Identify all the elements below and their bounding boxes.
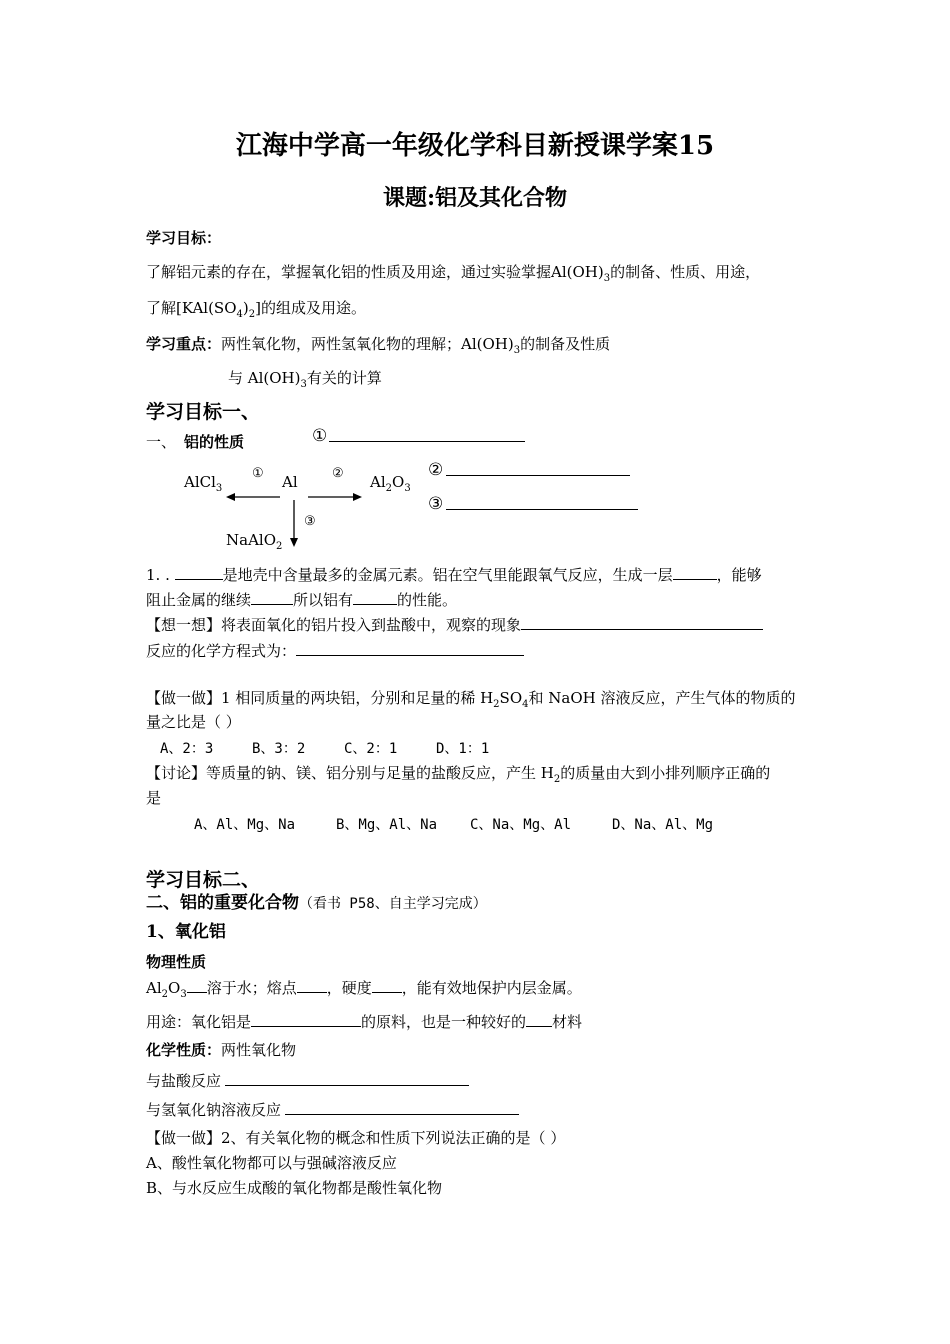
discuss-option-c[interactable]: C、Na、Mg、Al: [470, 817, 572, 833]
usage-line: 用途：氧化铝是 的原料，也是一种较好的 材料: [146, 1013, 583, 1031]
answer-blank[interactable]: [296, 640, 524, 656]
answer-blank[interactable]: [175, 564, 223, 580]
discuss-option-b[interactable]: B、Mg、Al、Na: [336, 817, 438, 833]
blank-label-2: ②: [428, 460, 444, 480]
arrow-label-1: ①: [252, 466, 264, 481]
diagram-right-compound: $Al_2O_3$: [370, 473, 411, 494]
goal2-heading: 学习目标二、: [146, 869, 261, 891]
arrow-to-alcl3-head: [226, 493, 235, 501]
answer-blank[interactable]: [297, 977, 327, 993]
diagram-center-element: Al: [282, 473, 298, 491]
base-reaction-line: 与氢氧化钠溶液反应: [146, 1099, 519, 1120]
goal1-heading: 学习目标一、: [146, 401, 261, 423]
do2-option-b[interactable]: B、与水反应生成酸的氧化物都是酸性氧化物: [146, 1179, 443, 1197]
arrow-to-al2o3-head: [353, 493, 362, 501]
arrow-to-naalo2-head: [290, 538, 298, 547]
discuss-line-2: 是: [146, 789, 162, 807]
do1-option-c[interactable]: C、2：1: [344, 741, 398, 757]
objectives-line-1: 了解铝元素的存在，掌握氧化铝的性质及用途，通过实验掌握$Al(OH)_3$的制备、性质、用途，: [146, 263, 761, 284]
arrow-label-2: ②: [332, 466, 344, 481]
goal1-section-title: 铝的性质: [184, 433, 245, 451]
question-1-line-2: 阻止金属的继续 所以铝有 的性能。: [146, 591, 458, 609]
goal2-subsection-1: 1、氧化铝: [146, 922, 226, 942]
answer-blank[interactable]: [285, 1099, 519, 1115]
do1-line-2: 量之比是（ ）: [146, 713, 241, 731]
answer-blank[interactable]: [187, 977, 207, 993]
answer-blank[interactable]: [225, 1070, 469, 1086]
answer-blank[interactable]: [521, 614, 763, 630]
page-title: 江海中学高一年级化学科目新授课学案15: [235, 131, 715, 161]
do1-option-d[interactable]: D、1：1: [436, 741, 490, 757]
think-line-2: 反应的化学方程式为：: [146, 640, 524, 661]
diagram-bottom-compound: NaAlO$_2$: [226, 531, 283, 552]
answer-blank[interactable]: [526, 1011, 552, 1027]
answer-blank[interactable]: [673, 564, 717, 580]
do1-option-b[interactable]: B、3：2: [252, 741, 306, 757]
blank-label-3: ③: [428, 494, 444, 514]
goal2-section: 二、铝的重要化合物（看书 P58、自主学习完成）: [146, 893, 487, 913]
physical-properties-line: $Al_2O_3$ 溶于水；熔点 ，硬度 ，能有效地保护内层金属。: [146, 979, 582, 1000]
discuss-line-1: 【讨论】等质量的钠、镁、铝分别与足量的盐酸反应，产生 $H_2$的质量由大到小排列顺序正确的: [146, 764, 771, 785]
discuss-option-d[interactable]: D、Na、Al、Mg: [612, 817, 714, 833]
question-1-line-1: 1. . 是地壳中含量最多的金属元素。铝在空气里能跟氧气反应，生成一层 ，能够: [146, 566, 762, 584]
answer-blank[interactable]: [251, 1011, 361, 1027]
objectives-heading: 学习目标：: [146, 229, 222, 247]
arrow-label-3: ③: [304, 514, 316, 529]
goal1-section-number: 一、: [146, 433, 177, 451]
think-line-1: 【想一想】将表面氧化的铝片投入到盐酸中，观察的现象: [146, 614, 763, 635]
do2-option-a[interactable]: A、酸性氧化物都可以与强碱溶液反应: [146, 1154, 397, 1172]
chemical-properties-line: 化学性质：两性氧化物: [146, 1041, 297, 1059]
answer-blank[interactable]: [251, 589, 293, 605]
do1-line-1: 【做一做】1 相同质量的两块铝，分别和足量的稀 $H_2SO_4$和 NaOH 溶液反应，产生气体的物质的: [146, 689, 796, 710]
answer-blank[interactable]: [353, 589, 397, 605]
keypoints-line-1: 学习重点：两性氧化物，两性氢氧化物的理解；$Al(OH)_3$的制备及性质: [146, 335, 611, 356]
page-subtitle: 课题:铝及其化合物: [382, 185, 568, 211]
diagram-left-compound: AlCl$_3$: [184, 473, 223, 494]
discuss-option-a[interactable]: A、Al、Mg、Na: [194, 817, 296, 833]
objectives-line-2: 了解$[KAl(SO_4)_2]$的组成及用途。: [146, 299, 366, 320]
physical-properties-heading: 物理性质: [146, 953, 207, 971]
do2-question: 【做一做】2、有关氧化物的概念和性质下列说法正确的是（ ）: [146, 1129, 566, 1147]
keypoints-line-2: 与 $Al(OH)_3$有关的计算: [228, 369, 382, 390]
do1-option-a[interactable]: A、2：3: [160, 741, 214, 757]
answer-blank[interactable]: [372, 977, 402, 993]
blank-label-1: ①: [312, 426, 328, 446]
acid-reaction-line: 与盐酸反应: [146, 1070, 469, 1091]
